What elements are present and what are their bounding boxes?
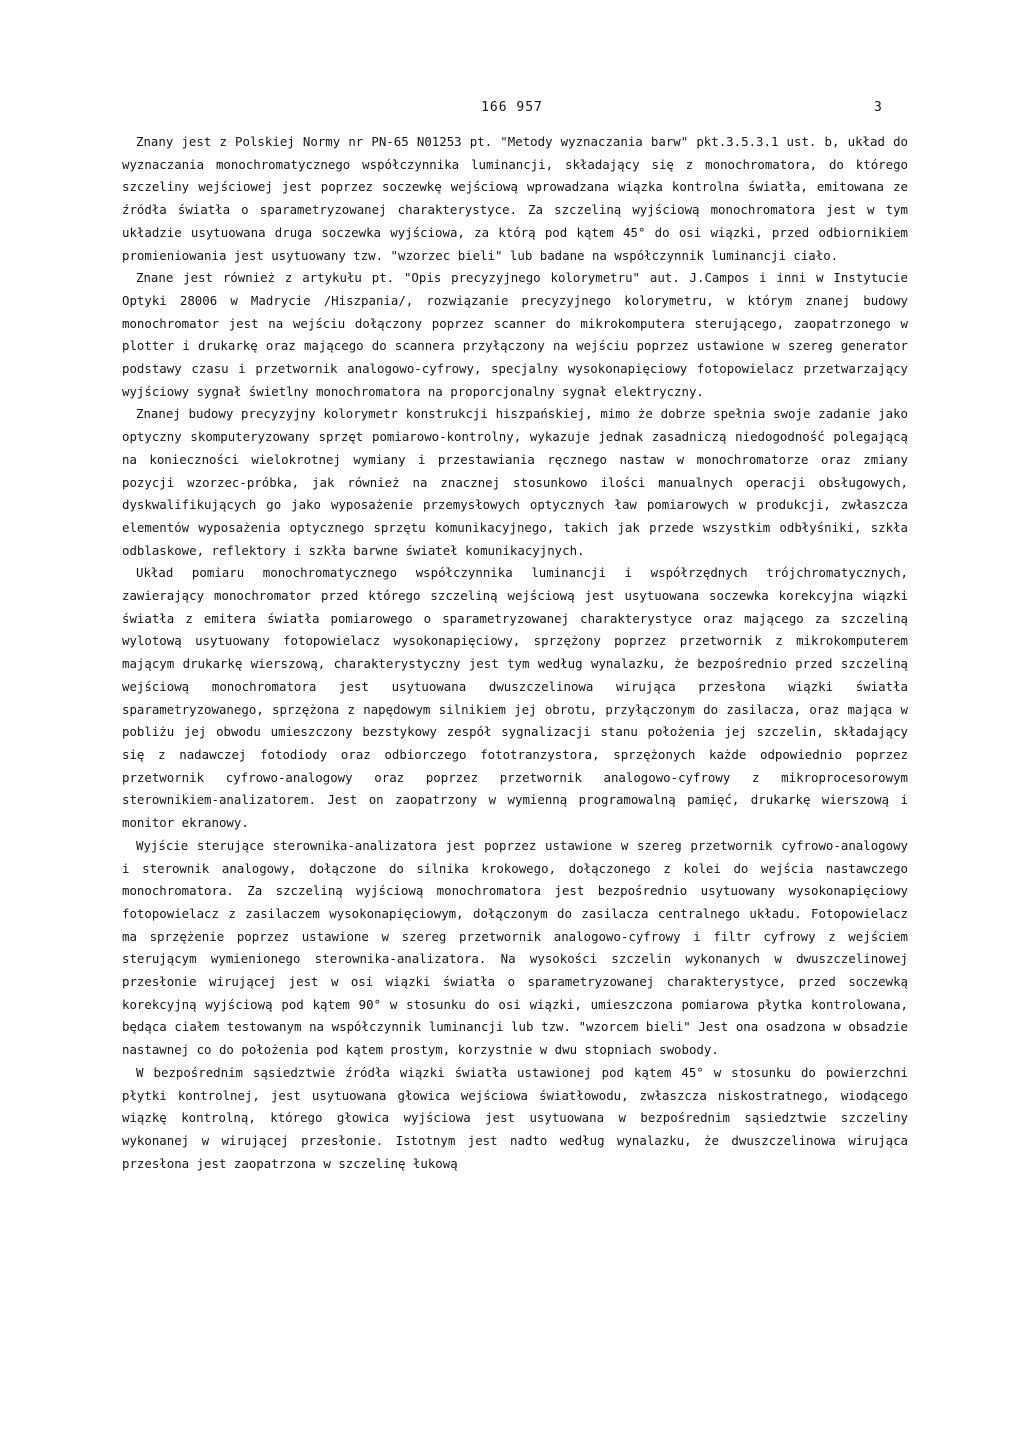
paragraph-6: W bezpośrednim sąsiedztwie źródła wiązki światła ustawionej pod kątem 45° w stosunku do powierzchni płytki kontrolnej, jest usytuowana głowica wejściowa światłowodu, zwłaszcza niskostratnego, wiodącego wiązkę kontrolną, którego głowica wyjściowa jest usytuowana w bezpośrednim sąsiedztwie szczeliny wykonanej w wirującej przesłonie. Istotnym jest nadto według wynalazku, że dwuszczelinowa wirująca przesłona jest zaopatrzona w szczelinę łukową: [122, 1064, 908, 1171]
body-text: [122, 131, 908, 1175]
page-header: [0, 100, 1024, 120]
patent-number: 166 957: [481, 100, 543, 115]
paragraph-4: Układ pomiaru monochromatycznego współczynnika luminancji i współrzędnych trójchromatycznych, zawierający monochromator przed którego szczeliną wejściową jest usytuowana soczewka korekcyjna wiązki światła z emitera światła pomiarowego o sparametryzowanej charakterystyce oraz mającego za szczeliną wylotową usytuowany fotopowielacz wysokonapięciowy, sprzężony poprzez przetwornik z mikrokomputerem mającym drukarkę wierszową, charakterystyczny jest tym według wynalazku, że bezpośrednio przed szczeliną wejściową monochromatora jest usytuowana dwuszczelinowa wirująca przesłona wiązki światła sparametryzowanego, sprzężona z napędowym silnikiem jej obrotu, przyłączonym do zasilacza, oraz mająca w pobliżu jej obwodu umieszczony bezstykowy zespół sygnalizacji stanu położenia jej szczelin, składający się z nadawczej fotodiody oraz odbiorczego fototranzystora, sprzężonych każde odpowiednio poprzez przetwornik cyfrowo-analogowy oraz poprzez przetwornik analogowo-cyfrowy z mikroprocesorowym sterownikiem-analizatorem. Jest on zaopatrzony w wymienną programowalną pamięć, drukarkę wierszową i monitor ekranowy.: [122, 565, 908, 831]
paragraph-3: Znanej budowy precyzyjny kolorymetr konstrukcji hiszpańskiej, mimo że dobrze spełnia swoje zadanie jako optyczny skomputeryzowany sprzęt pomiarowo-kontrolny, wykazuje jednak zasadniczą niedogodność polegającą na konieczności wielokrotnej wymiany i przestawiania ręcznego nastaw w monochromatorze oraz zmiany pozycji wzorzec-próbka, jak również na znacznej stosunkowo ilości manualnych operacji obsługowych, dyskwalifikujących go jako wyposażenie przemysłowych optycznych ław pomiarowych w produkcji, zwłaszcza elementów wyposażenia optycznego sprzętu komunikacyjnego, takich jak przede wszystkim odbłyśniki, szkła odblaskowe, reflektory i szkła barwne świateł komunikacyjnych.: [122, 406, 908, 558]
page-number: 3: [874, 100, 882, 115]
paragraph-1: Znany jest z Polskiej Normy nr PN-65 N01253 pt. "Metody wyznaczania barw" pkt.3.5.3.1 ust. b, układ do wyznaczania monochromatycznego współczynnika luminancji, składający się z monochromatora, do którego szczeliny wejściowej jest poprzez soczewkę wejściową wprowadzana wiązka kontrolna światła, emitowana ze źródła światła o sparametryzowanej charakterystyce. Za szczeliną wyjściową monochromatora jest w tym układzie usytuowana druga soczewka wyjściowa, za którą pod kątem 45° do osi wiązki, przed odbiornikiem promieniowania jest usytuowany tzw. "wzorzec bieli" lub badane na współczynnik luminancji ciało.: [122, 134, 908, 263]
paragraph-2: Znane jest również z artykułu pt. "Opis precyzyjnego kolorymetru" aut. J.Campos i inni w Instytucie Optyki 28006 w Madrycie /Hiszpania/, rozwiązanie precyzyjnego kolorymetru, w którym znanej budowy monochromator jest na wejściu dołączony poprzez scanner do mikrokomputera sterującego, zaopatrzonego w plotter i drukarkę oraz mającego do scannera przyłączony na wejściu poprzez ustawione w szereg generator podstawy czasu i przetwornik analogowo-cyfrowy, specjalny wysokonapięciowy fotopowielacz przetwarzający wyjściowy sygnał świetlny monochromatora na proporcjonalny sygnał elektryczny.: [122, 270, 908, 399]
paragraph-5: Wyjście sterujące sterownika-analizatora jest poprzez ustawione w szereg przetwornik cyfrowo-analogowy i sterownik analogowy, dołączone do silnika krokowego, dołączonego z kolei do wejścia nastawczego monochromatora. Za szczeliną wyjściową monochromatora jest bezpośrednio usytuowany wysokonapięciowy fotopowielacz z zasilaczem wysokonapięciowym, dołączonym do zasilacza centralnego układu. Fotopowielacz ma sprzężenie poprzez ustawione w szereg przetwornik analogowo-cyfrowy i filtr cyfrowy z wejściem sterującym wymienionego sterownika-analizatora. Na wysokości szczelin wykonanych w dwuszczelinowej przesłonie wirującej jest w osi wiązki światła o sparametryzowanej charakterystyce, przed soczewką korekcyjną wyjściową pod kątem 90° w stosunku do osi wiązki, umieszczona pomiarowa płytka kontrolowana, będąca ciałem testowanym na współczynnik luminancji lub tzw. "wzorcem bieli" Jest ona osadzona w obsadzie nastawnej co do położenia pod kątem prostym, korzystnie w dwu stopniach swobody.: [122, 837, 908, 1058]
